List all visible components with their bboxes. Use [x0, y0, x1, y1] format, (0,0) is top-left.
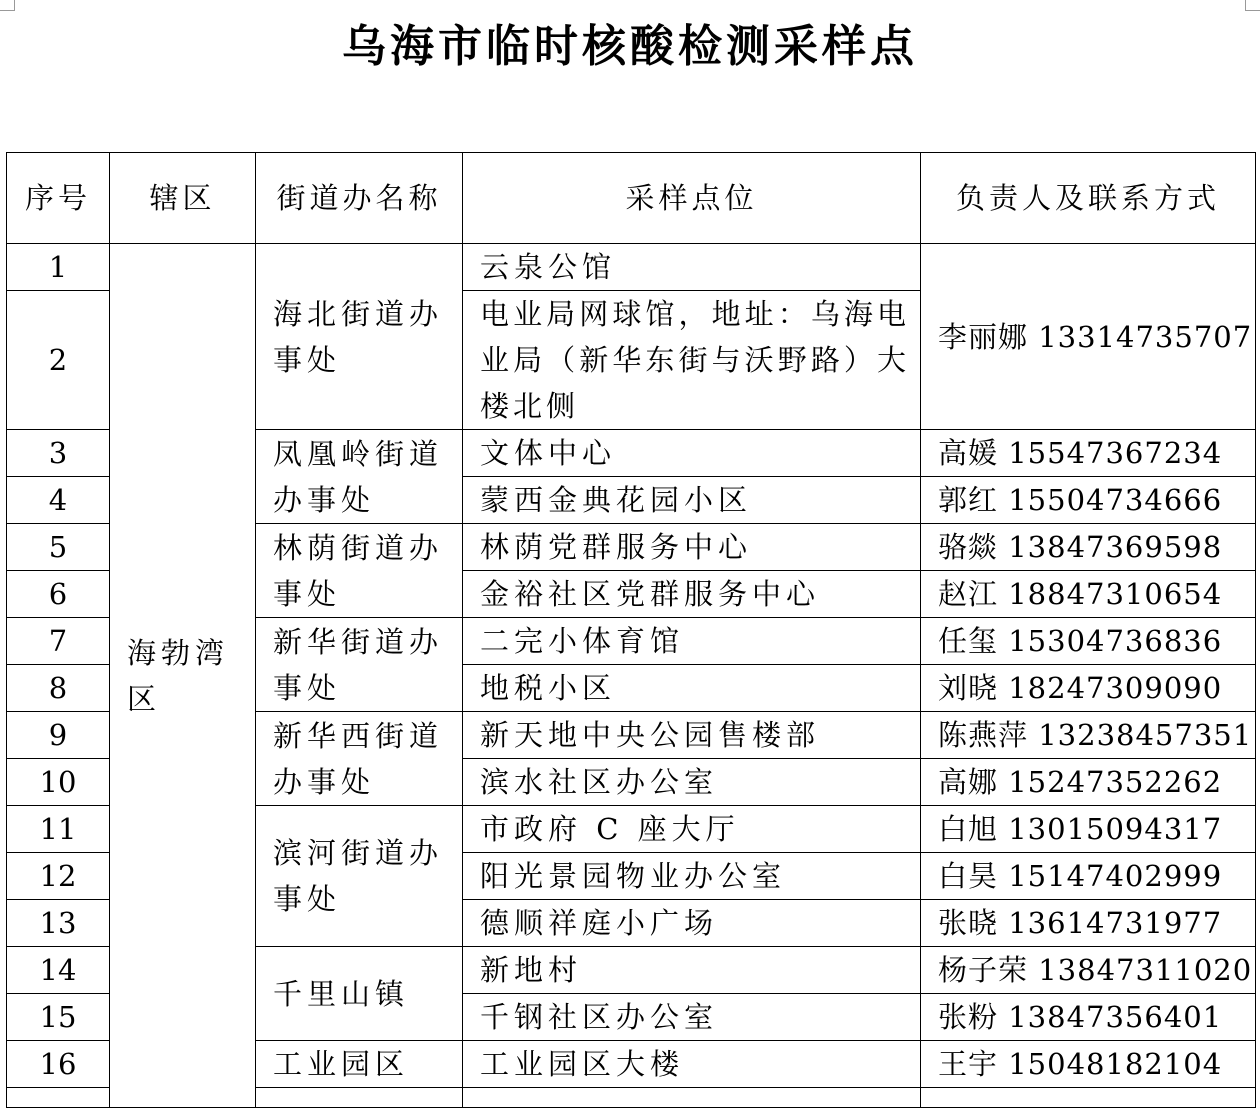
site-cell: 阳光景园物业办公室 — [463, 853, 921, 900]
contact-cell: 李丽娜 13314735707 — [921, 244, 1256, 430]
header-district: 辖区 — [110, 153, 256, 244]
street-cell: 滨河街道办事处 — [256, 806, 463, 947]
contact-cell: 张晓 13614731977 — [921, 900, 1256, 947]
table-header-row — [7, 153, 1256, 244]
header-contact: 负责人及联系方式 — [921, 153, 1256, 244]
contact-cell: 杨子荣 13847311020 — [921, 947, 1256, 994]
table-row — [7, 244, 1256, 291]
row-number: 9 — [7, 712, 110, 759]
street-cell: 凤凰岭街道办事处 — [256, 430, 463, 524]
site-cell: 千钢社区办公室 — [463, 994, 921, 1041]
site-cell: 蒙西金典花园小区 — [463, 477, 921, 524]
street-cell: 林荫街道办事处 — [256, 524, 463, 618]
district-cell: 海勃湾区 — [110, 244, 256, 1108]
site-cell: 文体中心 — [463, 430, 921, 477]
site-cell: 电业局网球馆，地址：乌海电业局（新华东街与沃野路）大楼北侧 — [463, 291, 921, 430]
site-cell: 地税小区 — [463, 665, 921, 712]
site-cell: 市政府 C 座大厅 — [463, 806, 921, 853]
contact-cell: 王宇 15048182104 — [921, 1041, 1256, 1088]
site-cell: 林荫党群服务中心 — [463, 524, 921, 571]
contact-cell: 高媛 15547367234 — [921, 430, 1256, 477]
site-cell: 新地村 — [463, 947, 921, 994]
street-cell: 千里山镇 — [256, 947, 463, 1041]
contact-cell: 郭红 15504734666 — [921, 477, 1256, 524]
contact-cell: 白旭 13015094317 — [921, 806, 1256, 853]
contact-cell: 高娜 15247352262 — [921, 759, 1256, 806]
contact-cell: 陈燕萍 13238457351 — [921, 712, 1256, 759]
site-cell-empty — [463, 1088, 921, 1108]
contact-cell: 任玺 15304736836 — [921, 618, 1256, 665]
contact-cell: 张粉 13847356401 — [921, 994, 1256, 1041]
row-number: 14 — [7, 947, 110, 994]
row-number: 13 — [7, 900, 110, 947]
row-number: 6 — [7, 571, 110, 618]
street-cell: 工业园区 — [256, 1041, 463, 1088]
row-number: 16 — [7, 1041, 110, 1088]
page-corner-mark-right — [1245, 0, 1260, 11]
row-number-empty — [7, 1088, 110, 1108]
row-number: 4 — [7, 477, 110, 524]
contact-cell: 白昊 15147402999 — [921, 853, 1256, 900]
row-number: 2 — [7, 291, 110, 430]
row-number: 5 — [7, 524, 110, 571]
contact-cell: 骆燚 13847369598 — [921, 524, 1256, 571]
site-cell: 云泉公馆 — [463, 244, 921, 291]
row-number: 7 — [7, 618, 110, 665]
sampling-sites-table — [6, 152, 1256, 1108]
row-number: 12 — [7, 853, 110, 900]
row-number: 15 — [7, 994, 110, 1041]
street-cell: 海北街道办事处 — [256, 244, 463, 430]
header-no: 序号 — [7, 153, 110, 244]
contact-cell-empty — [921, 1088, 1256, 1108]
street-cell: 新华西街道办事处 — [256, 712, 463, 806]
site-cell: 工业园区大楼 — [463, 1041, 921, 1088]
page-title: 乌海市临时核酸检测采样点 — [342, 21, 918, 72]
site-cell: 金裕社区党群服务中心 — [463, 571, 921, 618]
site-cell: 滨水社区办公室 — [463, 759, 921, 806]
contact-cell: 赵江 18847310654 — [921, 571, 1256, 618]
row-number: 3 — [7, 430, 110, 477]
street-cell-empty — [256, 1088, 463, 1108]
row-number: 8 — [7, 665, 110, 712]
row-number: 10 — [7, 759, 110, 806]
site-cell: 新天地中央公园售楼部 — [463, 712, 921, 759]
street-cell: 新华街道办事处 — [256, 618, 463, 712]
site-cell: 德顺祥庭小广场 — [463, 900, 921, 947]
header-street: 街道办名称 — [256, 153, 463, 244]
row-number: 11 — [7, 806, 110, 853]
header-site: 采样点位 — [463, 153, 921, 244]
page-corner-mark-left — [0, 0, 15, 11]
contact-cell: 刘晓 18247309090 — [921, 665, 1256, 712]
row-number: 1 — [7, 244, 110, 291]
site-cell: 二完小体育馆 — [463, 618, 921, 665]
